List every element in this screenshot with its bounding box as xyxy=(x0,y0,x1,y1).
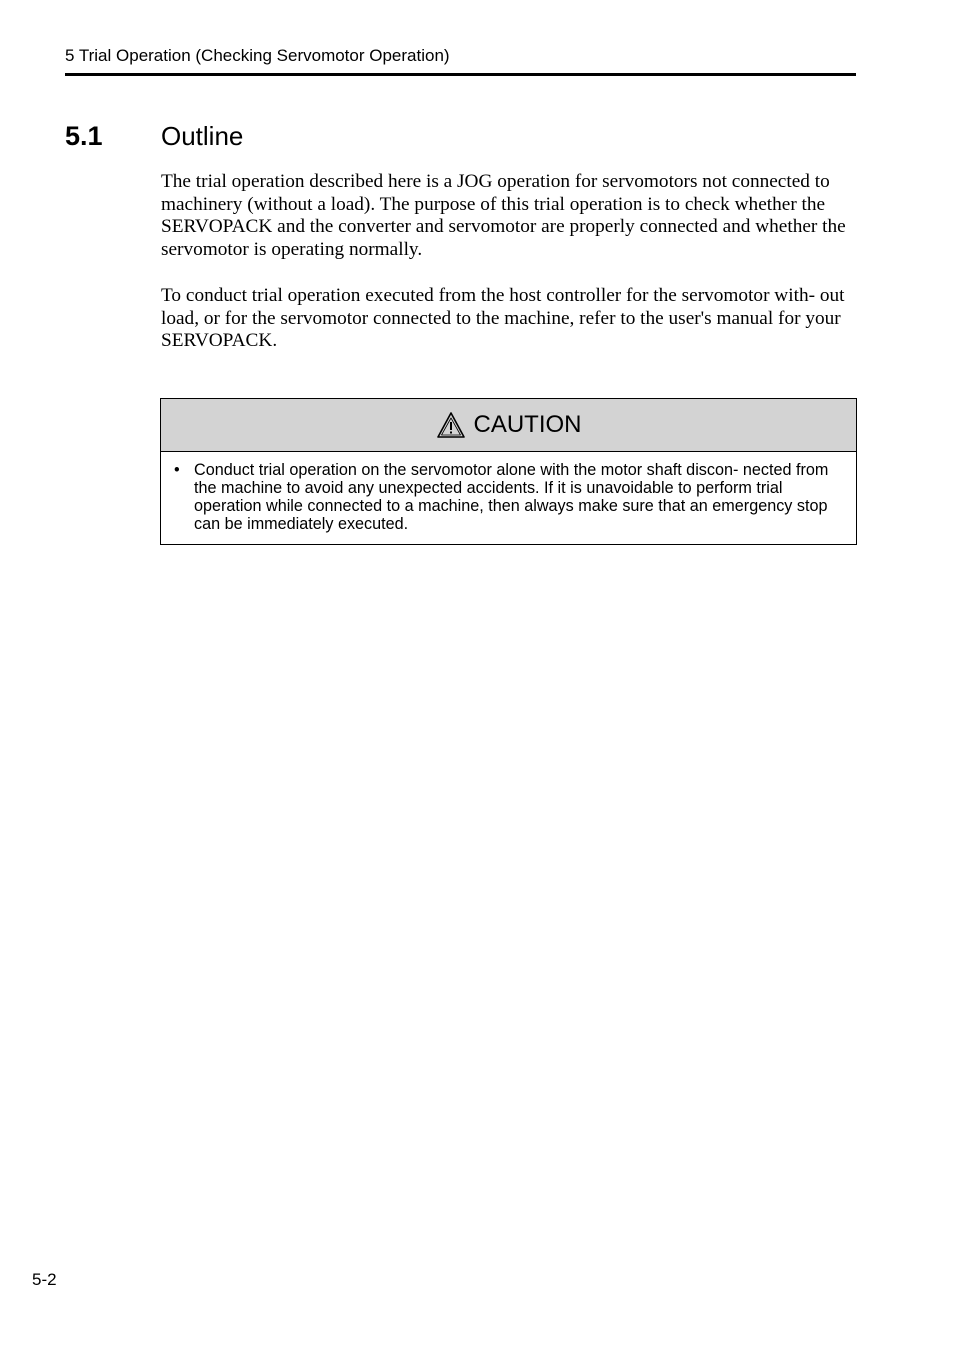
body-paragraph: The trial operation described here is a JOG operation for servomotors not connected to machinery (without a load). The purpose of this trial operation is to check whether the SERVOPACK and the converter and servomotor are properly connected and whether the servomotor is operating normally. xyxy=(161,171,846,261)
section-number: 5.1 xyxy=(65,121,103,151)
caution-header xyxy=(161,399,856,452)
caution-box xyxy=(160,398,857,545)
running-header: 5 Trial Operation (Checking Servomotor Operation) xyxy=(65,46,450,65)
bullet-marker: • xyxy=(174,461,180,479)
caution-item: Conduct trial operation on the servomotor alone with the motor shaft discon- nected from the machine to avoid any unexpected accidents. If it is unavoidable to perform trial operation while connected to a machine, then always make sure that an emergency stop can be immediately executed. xyxy=(194,461,829,533)
header-rule xyxy=(65,73,856,76)
caution-label: CAUTION xyxy=(473,411,582,438)
section-title: Outline xyxy=(161,121,244,151)
body-paragraph: To conduct trial operation executed from the host controller for the servomotor with- out load, or for the servomotor connected to the machine, refer to the user's manual for your SERVOPACK. xyxy=(161,285,845,352)
caution-body xyxy=(161,452,856,533)
page-number: 5-2 xyxy=(32,1270,57,1289)
warning-triangle-icon xyxy=(436,411,466,439)
